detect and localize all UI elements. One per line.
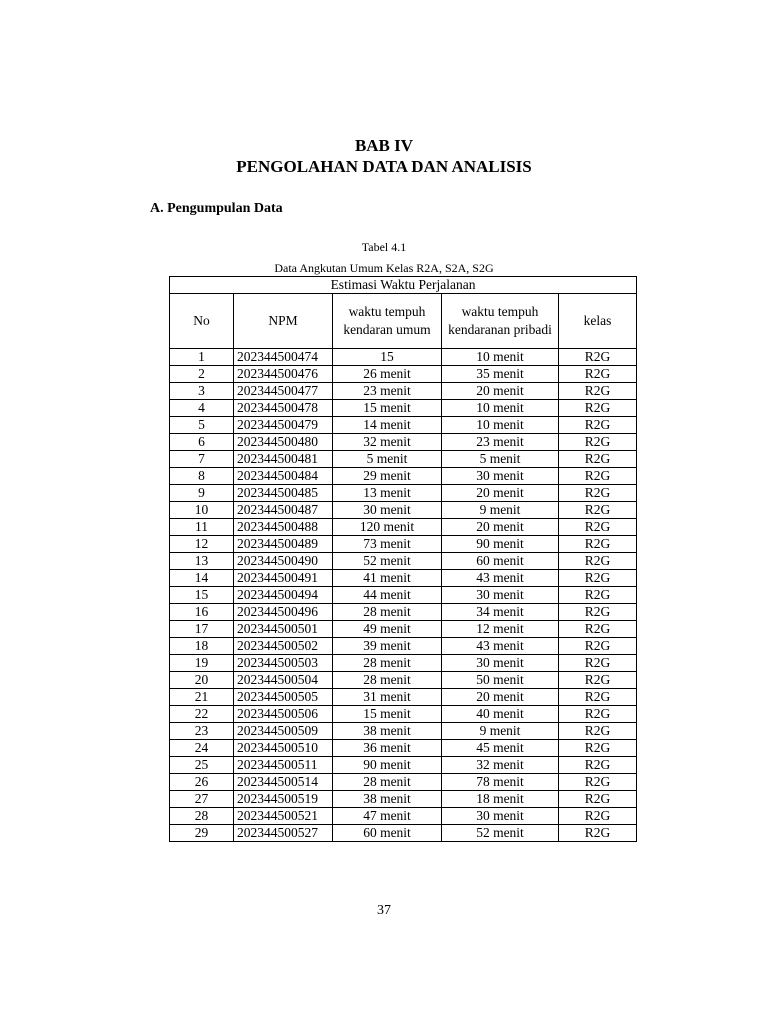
- row-number-cell: 26: [170, 774, 234, 791]
- class-cell: R2G: [559, 621, 637, 638]
- table-label: Tabel 4.1: [361, 240, 407, 254]
- table-row: [170, 468, 637, 485]
- table-row: [170, 519, 637, 536]
- npm-cell: 202344500501: [234, 621, 333, 638]
- row-number-cell: 25: [170, 757, 234, 774]
- public-transport-time-cell: 15 menit: [333, 400, 442, 417]
- table-row: [170, 536, 637, 553]
- table-row: [170, 349, 637, 366]
- row-number-cell: 2: [170, 366, 234, 383]
- table-row: [170, 621, 637, 638]
- column-header-private-vehicle-time: waktu tempuh kendaranan pribadi: [442, 294, 559, 349]
- private-vehicle-time-cell: 20 menit: [442, 383, 559, 400]
- class-cell: R2G: [559, 485, 637, 502]
- row-number-cell: 13: [170, 553, 234, 570]
- private-vehicle-time-cell: 30 menit: [442, 587, 559, 604]
- row-number-cell: 11: [170, 519, 234, 536]
- public-transport-time-cell: 13 menit: [333, 485, 442, 502]
- row-number-cell: 19: [170, 655, 234, 672]
- class-cell: R2G: [559, 536, 637, 553]
- npm-cell: 202344500514: [234, 774, 333, 791]
- public-transport-time-cell: 60 menit: [333, 825, 442, 842]
- table-body: [170, 349, 637, 842]
- npm-cell: 202344500479: [234, 417, 333, 434]
- private-vehicle-time-cell: 78 menit: [442, 774, 559, 791]
- npm-cell: 202344500505: [234, 689, 333, 706]
- row-number-cell: 14: [170, 570, 234, 587]
- column-header-public-transport-time: waktu tempuh kendaran umum: [333, 294, 442, 349]
- table-row: [170, 366, 637, 383]
- public-transport-time-cell: 28 menit: [333, 655, 442, 672]
- public-transport-time-cell: 26 menit: [333, 366, 442, 383]
- table-row: [170, 502, 637, 519]
- row-number-cell: 27: [170, 791, 234, 808]
- row-number-cell: 28: [170, 808, 234, 825]
- row-number-cell: 24: [170, 740, 234, 757]
- npm-cell: 202344500480: [234, 434, 333, 451]
- private-vehicle-time-cell: 9 menit: [442, 502, 559, 519]
- npm-cell: 202344500476: [234, 366, 333, 383]
- npm-cell: 202344500474: [234, 349, 333, 366]
- private-vehicle-time-cell: 34 menit: [442, 604, 559, 621]
- public-transport-time-cell: 5 menit: [333, 451, 442, 468]
- public-transport-time-cell: 29 menit: [333, 468, 442, 485]
- npm-cell: 202344500489: [234, 536, 333, 553]
- public-transport-time-cell: 28 menit: [333, 774, 442, 791]
- row-number-cell: 23: [170, 723, 234, 740]
- table-row: [170, 604, 637, 621]
- class-cell: R2G: [559, 587, 637, 604]
- npm-cell: 202344500481: [234, 451, 333, 468]
- public-transport-time-cell: 38 menit: [333, 791, 442, 808]
- public-transport-time-cell: 28 menit: [333, 672, 442, 689]
- private-vehicle-time-cell: 10 menit: [442, 349, 559, 366]
- public-transport-time-cell: 23 menit: [333, 383, 442, 400]
- row-number-cell: 4: [170, 400, 234, 417]
- class-cell: R2G: [559, 451, 637, 468]
- public-transport-time-cell: 41 menit: [333, 570, 442, 587]
- class-cell: R2G: [559, 723, 637, 740]
- table-row: [170, 825, 637, 842]
- class-cell: R2G: [559, 383, 637, 400]
- public-transport-time-cell: 15 menit: [333, 706, 442, 723]
- table-row: [170, 383, 637, 400]
- private-vehicle-time-cell: 45 menit: [442, 740, 559, 757]
- table-row: [170, 655, 637, 672]
- table-row: [170, 485, 637, 502]
- private-vehicle-time-cell: 20 menit: [442, 485, 559, 502]
- class-cell: R2G: [559, 740, 637, 757]
- npm-cell: 202344500496: [234, 604, 333, 621]
- private-vehicle-time-cell: 43 menit: [442, 570, 559, 587]
- table-row: [170, 791, 637, 808]
- row-number-cell: 10: [170, 502, 234, 519]
- row-number-cell: 18: [170, 638, 234, 655]
- public-transport-time-cell: 31 menit: [333, 689, 442, 706]
- private-vehicle-time-cell: 90 menit: [442, 536, 559, 553]
- npm-cell: 202344500487: [234, 502, 333, 519]
- npm-cell: 202344500527: [234, 825, 333, 842]
- private-vehicle-time-cell: 30 menit: [442, 808, 559, 825]
- public-transport-time-cell: 52 menit: [333, 553, 442, 570]
- private-vehicle-time-cell: 9 menit: [442, 723, 559, 740]
- private-vehicle-time-cell: 18 menit: [442, 791, 559, 808]
- class-cell: R2G: [559, 672, 637, 689]
- class-cell: R2G: [559, 706, 637, 723]
- table-header-row: [170, 294, 637, 349]
- private-vehicle-time-cell: 10 menit: [442, 417, 559, 434]
- private-vehicle-time-cell: 30 menit: [442, 655, 559, 672]
- column-header-class: kelas: [559, 294, 637, 349]
- private-vehicle-time-cell: 30 menit: [442, 468, 559, 485]
- table-title: Data Angkutan Umum Kelas R2A, S2A, S2G: [274, 261, 494, 275]
- class-cell: R2G: [559, 417, 637, 434]
- class-cell: R2G: [559, 774, 637, 791]
- table-row: [170, 808, 637, 825]
- npm-cell: 202344500510: [234, 740, 333, 757]
- class-cell: R2G: [559, 791, 637, 808]
- row-number-cell: 12: [170, 536, 234, 553]
- table-row: [170, 689, 637, 706]
- private-vehicle-time-cell: 50 menit: [442, 672, 559, 689]
- class-cell: R2G: [559, 825, 637, 842]
- npm-cell: 202344500484: [234, 468, 333, 485]
- table-row: [170, 638, 637, 655]
- private-vehicle-time-cell: 12 menit: [442, 621, 559, 638]
- row-number-cell: 3: [170, 383, 234, 400]
- class-cell: R2G: [559, 689, 637, 706]
- private-vehicle-time-cell: 35 menit: [442, 366, 559, 383]
- public-transport-time-cell: 90 menit: [333, 757, 442, 774]
- chapter-title: PENGOLAHAN DATA DAN ANALISIS: [236, 157, 532, 176]
- chapter-number: BAB IV: [354, 136, 414, 155]
- class-cell: R2G: [559, 553, 637, 570]
- class-cell: R2G: [559, 808, 637, 825]
- npm-cell: 202344500503: [234, 655, 333, 672]
- public-transport-time-cell: 120 menit: [333, 519, 442, 536]
- table-row: [170, 553, 637, 570]
- private-vehicle-time-cell: 10 menit: [442, 400, 559, 417]
- row-number-cell: 17: [170, 621, 234, 638]
- npm-cell: 202344500494: [234, 587, 333, 604]
- npm-cell: 202344500509: [234, 723, 333, 740]
- private-vehicle-time-cell: 5 menit: [442, 451, 559, 468]
- table-row: [170, 417, 637, 434]
- private-vehicle-time-cell: 40 menit: [442, 706, 559, 723]
- table-row: [170, 757, 637, 774]
- table-row: [170, 672, 637, 689]
- npm-cell: 202344500506: [234, 706, 333, 723]
- class-cell: R2G: [559, 757, 637, 774]
- table-row: [170, 400, 637, 417]
- npm-cell: 202344500477: [234, 383, 333, 400]
- row-number-cell: 9: [170, 485, 234, 502]
- class-cell: R2G: [559, 519, 637, 536]
- column-header-no: No: [170, 294, 234, 349]
- class-cell: R2G: [559, 570, 637, 587]
- table-row: [170, 740, 637, 757]
- class-cell: R2G: [559, 638, 637, 655]
- table-row: [170, 570, 637, 587]
- row-number-cell: 15: [170, 587, 234, 604]
- private-vehicle-time-cell: 20 menit: [442, 519, 559, 536]
- table-row: [170, 587, 637, 604]
- private-vehicle-time-cell: 23 menit: [442, 434, 559, 451]
- public-transport-time-cell: 36 menit: [333, 740, 442, 757]
- public-transport-time-cell: 28 menit: [333, 604, 442, 621]
- npm-cell: 202344500504: [234, 672, 333, 689]
- private-vehicle-time-cell: 32 menit: [442, 757, 559, 774]
- npm-cell: 202344500502: [234, 638, 333, 655]
- table-row: [170, 451, 637, 468]
- class-cell: R2G: [559, 349, 637, 366]
- npm-cell: 202344500491: [234, 570, 333, 587]
- public-transport-time-cell: 49 menit: [333, 621, 442, 638]
- row-number-cell: 8: [170, 468, 234, 485]
- table-row: [170, 434, 637, 451]
- table-row: [170, 706, 637, 723]
- npm-cell: 202344500478: [234, 400, 333, 417]
- class-cell: R2G: [559, 400, 637, 417]
- class-cell: R2G: [559, 434, 637, 451]
- row-number-cell: 1: [170, 349, 234, 366]
- public-transport-time-cell: 14 menit: [333, 417, 442, 434]
- row-number-cell: 5: [170, 417, 234, 434]
- table-super-header: Estimasi Waktu Perjalanan: [170, 277, 637, 294]
- private-vehicle-time-cell: 43 menit: [442, 638, 559, 655]
- public-transport-time-cell: 44 menit: [333, 587, 442, 604]
- column-header-npm: NPM: [234, 294, 333, 349]
- npm-cell: 202344500490: [234, 553, 333, 570]
- row-number-cell: 7: [170, 451, 234, 468]
- public-transport-time-cell: 30 menit: [333, 502, 442, 519]
- npm-cell: 202344500485: [234, 485, 333, 502]
- table-row: [170, 723, 637, 740]
- npm-cell: 202344500519: [234, 791, 333, 808]
- section-heading: A. Pengumpulan Data: [150, 201, 283, 216]
- row-number-cell: 29: [170, 825, 234, 842]
- class-cell: R2G: [559, 502, 637, 519]
- public-transport-time-cell: 39 menit: [333, 638, 442, 655]
- row-number-cell: 21: [170, 689, 234, 706]
- row-number-cell: 16: [170, 604, 234, 621]
- public-transport-time-cell: 15: [333, 349, 442, 366]
- class-cell: R2G: [559, 655, 637, 672]
- row-number-cell: 6: [170, 434, 234, 451]
- private-vehicle-time-cell: 60 menit: [442, 553, 559, 570]
- class-cell: R2G: [559, 366, 637, 383]
- npm-cell: 202344500521: [234, 808, 333, 825]
- npm-cell: 202344500488: [234, 519, 333, 536]
- class-cell: R2G: [559, 468, 637, 485]
- class-cell: R2G: [559, 604, 637, 621]
- npm-cell: 202344500511: [234, 757, 333, 774]
- page-number: 37: [377, 903, 391, 918]
- public-transport-time-cell: 47 menit: [333, 808, 442, 825]
- table-row: [170, 774, 637, 791]
- public-transport-time-cell: 32 menit: [333, 434, 442, 451]
- public-transport-time-cell: 73 menit: [333, 536, 442, 553]
- travel-time-table: [169, 276, 637, 842]
- row-number-cell: 22: [170, 706, 234, 723]
- private-vehicle-time-cell: 20 menit: [442, 689, 559, 706]
- public-transport-time-cell: 38 menit: [333, 723, 442, 740]
- row-number-cell: 20: [170, 672, 234, 689]
- private-vehicle-time-cell: 52 menit: [442, 825, 559, 842]
